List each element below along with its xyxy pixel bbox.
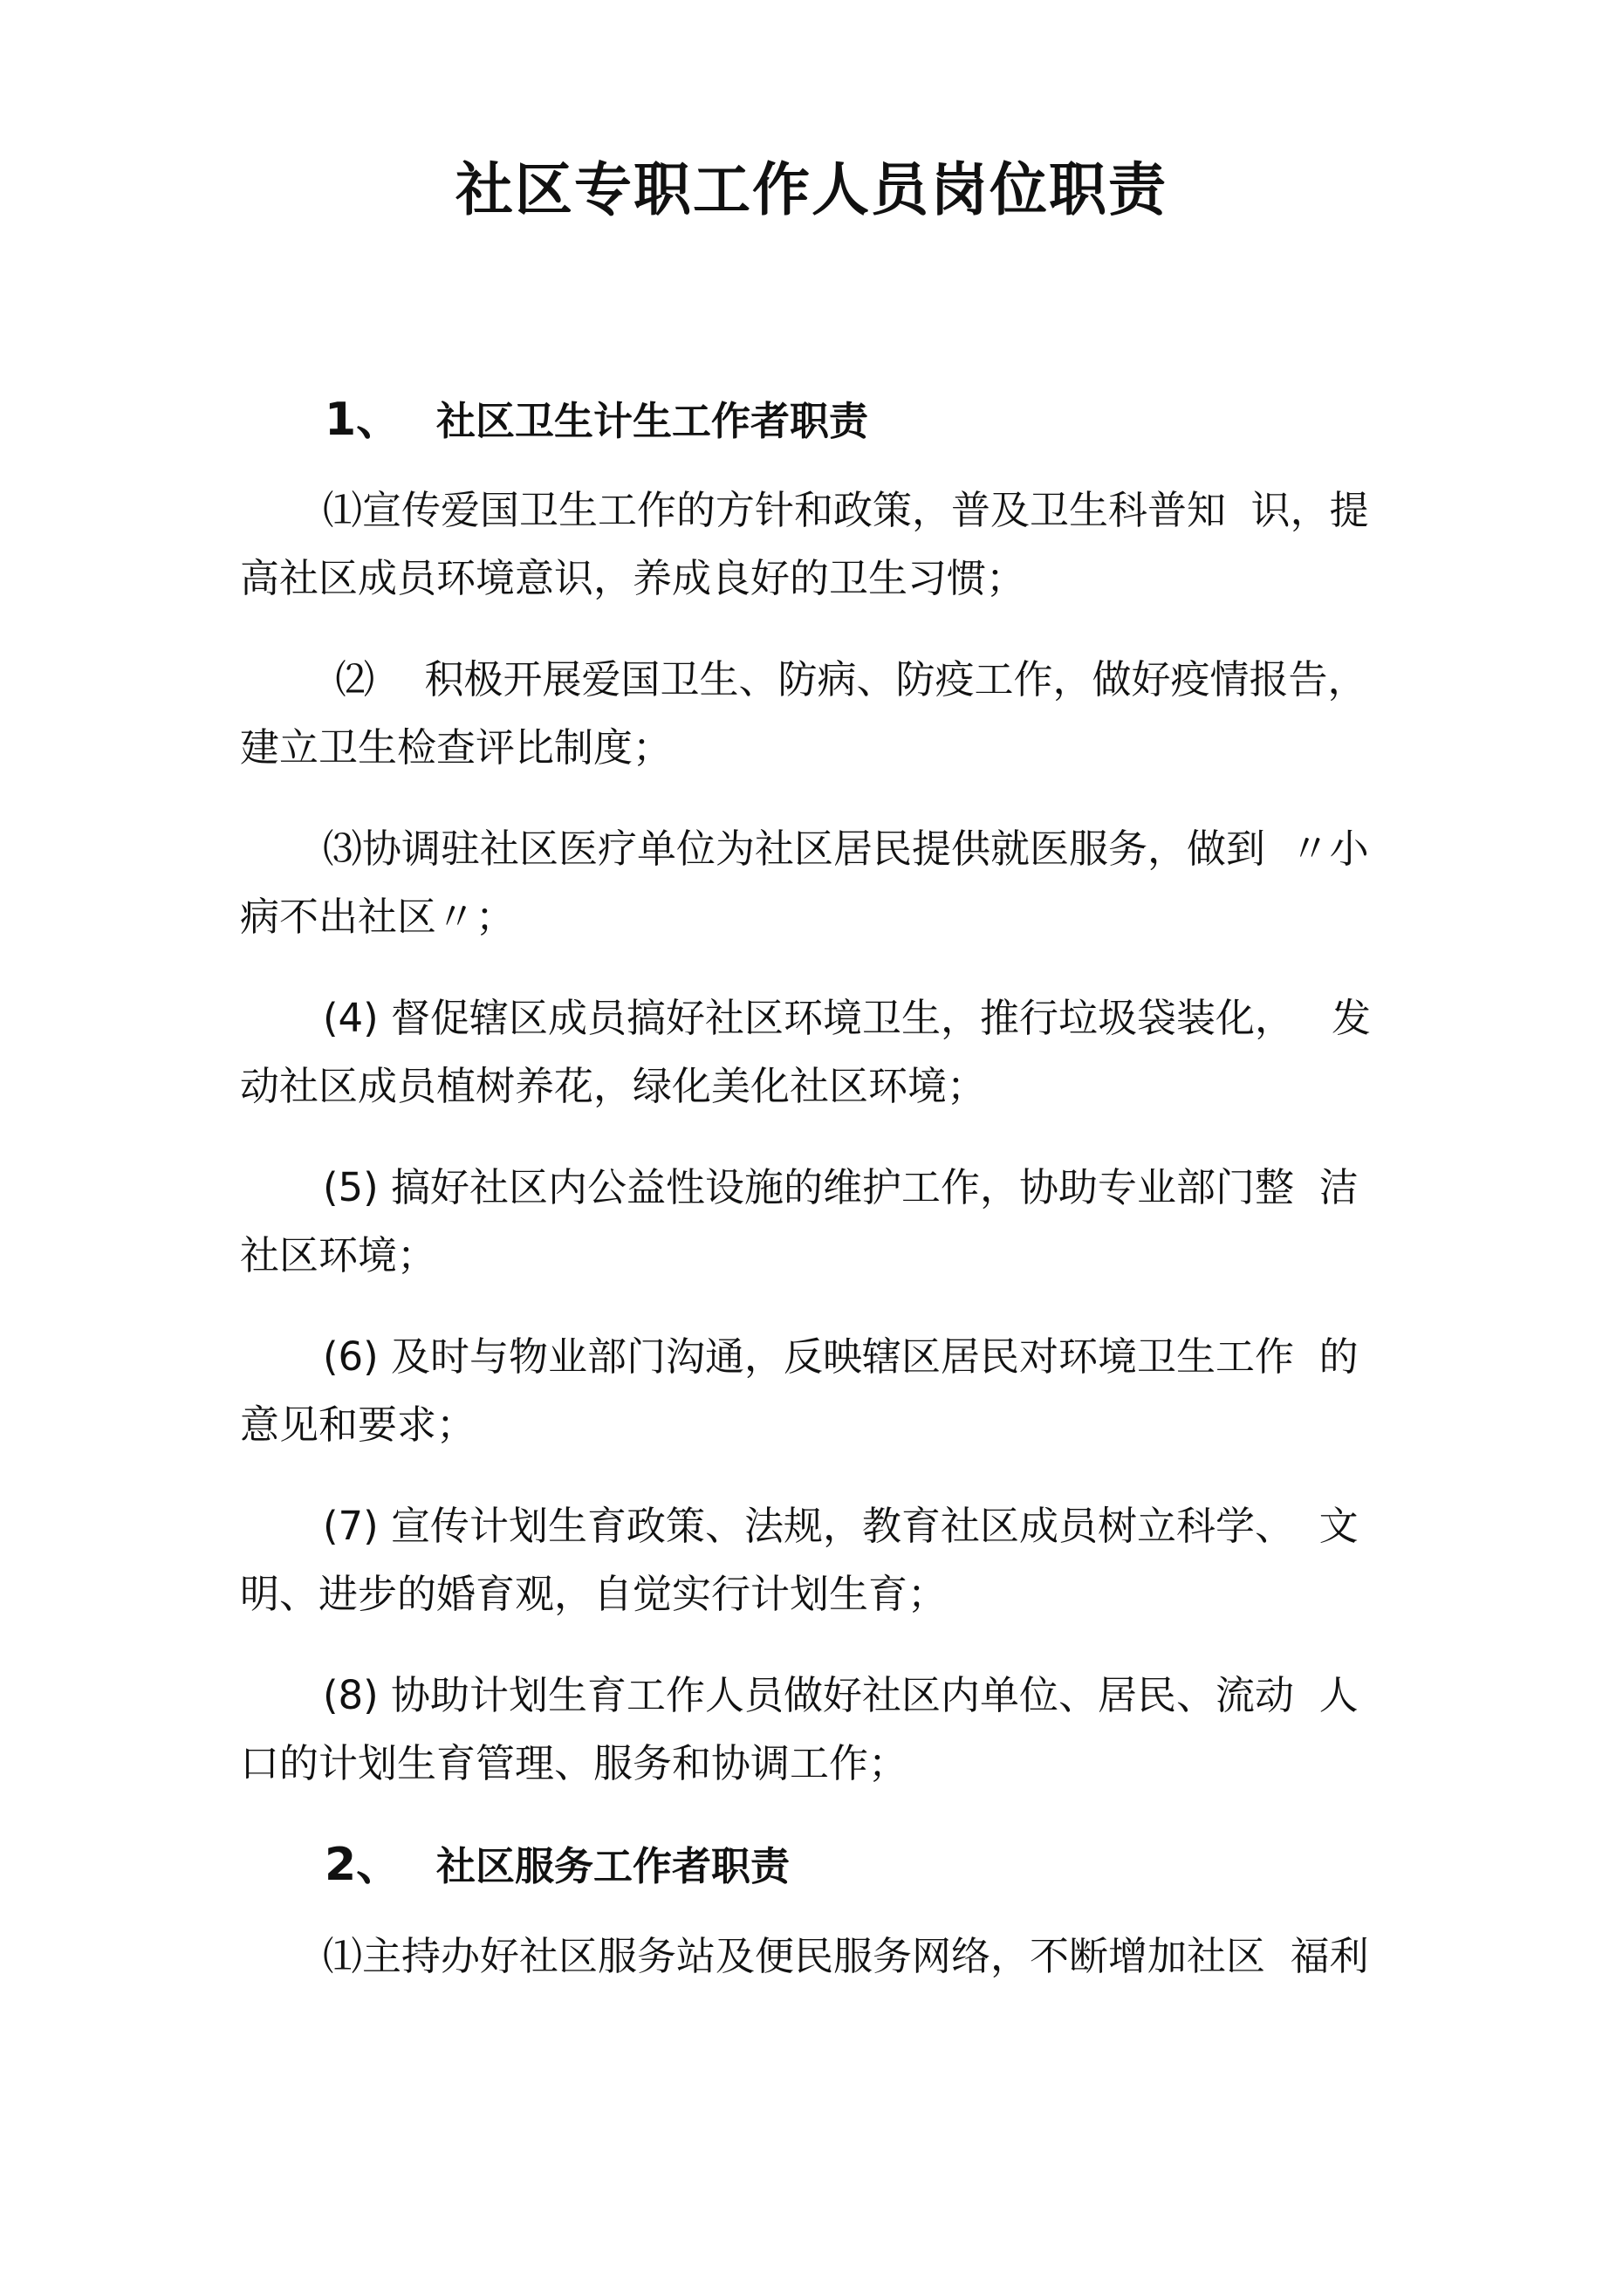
section-heading-2 [325, 1834, 790, 1897]
section-heading-1 [325, 389, 868, 452]
paragraph-2-1 [240, 1922, 1400, 1991]
paragraph-line: (7) 宣传计划生育政策、法规，教育社区成员树立科学、 文 [323, 1503, 1359, 1549]
section-number: 1、 [325, 394, 402, 446]
paragraph-line: ⑵ 积极开展爱国卫生、防病、防疫工作，做好疫情报告， [323, 656, 1367, 703]
paragraph-line: ⑶协调驻社区医疗单位为社区居民提供就医服务，做到 〃小 [323, 826, 1369, 872]
paragraph-line: 动社区成员植树养花，绿化美化社区环境； [240, 1063, 987, 1109]
paragraph-line: 口的计划生育管理、服务和协调工作； [240, 1740, 908, 1786]
document-title: 社区专职工作人员岗位职责 [455, 156, 1168, 223]
paragraph-1-3 [240, 815, 1400, 951]
section-title: 社区卫生计生工作者职责 [436, 398, 869, 444]
paragraph-line: 病不出社区〃； [240, 894, 516, 940]
paragraph-1-5 [240, 1154, 1400, 1290]
paragraph-line: 高社区成员环境意识，养成良好的卫生习惯； [240, 555, 1026, 601]
paragraph-line: (5) 搞好社区内公益性设施的维护工作，协助专业部门整 洁 [323, 1164, 1359, 1210]
paragraph-line: (8) 协助计划生育工作人员做好社区内单位、居民、流动 人 [323, 1672, 1359, 1718]
section-number: 2、 [325, 1839, 402, 1891]
paragraph-line: 建立卫生检查评比制度； [240, 724, 673, 771]
paragraph-line: 明、进步的婚育观，自觉实行计划生育； [240, 1571, 948, 1617]
paragraph-1-7 [240, 1492, 1400, 1628]
paragraph-1-2 [240, 646, 1400, 782]
paragraph-1-1 [240, 476, 1400, 613]
paragraph-1-8 [240, 1662, 1400, 1798]
paragraph-1-4 [240, 984, 1400, 1121]
paragraph-line: (6) 及时与物业部门沟通，反映辖区居民对环境卫生工作 的 [323, 1333, 1359, 1380]
section-title: 社区服务工作者职责 [436, 1843, 791, 1889]
paragraph-line: (4) 督促辖区成员搞好社区环境卫生，推行垃圾袋装化， 发 [323, 995, 1371, 1041]
paragraph-line: ⑴宣传爱国卫生工作的方针和政策，普及卫生科普知 识，提 [323, 487, 1369, 533]
paragraph-line: ⑴主持办好社区服务站及便民服务网络，不断增加社区 福利 [323, 1933, 1369, 1979]
paragraph-line: 意见和要求； [240, 1402, 476, 1448]
paragraph-1-6 [240, 1323, 1400, 1459]
paragraph-line: 社区环境； [240, 1232, 437, 1278]
